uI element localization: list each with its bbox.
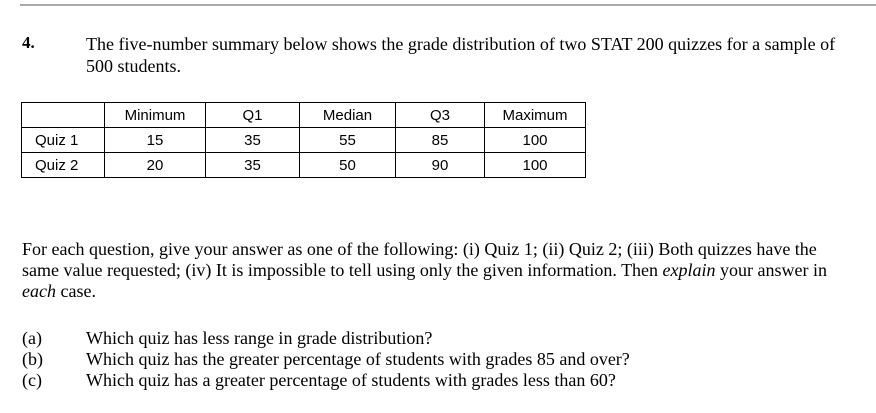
instructions-emphasis-explain: explain xyxy=(662,260,716,280)
instructions-text: your answer in xyxy=(715,260,828,280)
table-header-cell: Minimum xyxy=(105,103,206,128)
five-number-summary-table xyxy=(21,102,586,178)
subquestion-text: Which quiz has less range in grade distribution? xyxy=(86,328,433,348)
table-cell: 55 xyxy=(300,128,396,153)
table-cell: 85 xyxy=(396,128,485,153)
subquestion-text: Which quiz has the greater percentage of students with grades 85 and over? xyxy=(86,349,630,369)
table-header-cell xyxy=(22,103,105,128)
subquestion-label: (a) xyxy=(22,328,42,348)
top-divider xyxy=(20,4,876,6)
table-row xyxy=(22,153,586,178)
row-label: Quiz 2 xyxy=(22,153,105,178)
table-cell: 90 xyxy=(396,153,485,178)
subquestion-label: (c) xyxy=(22,370,42,390)
table-cell: 100 xyxy=(485,128,586,153)
table-row xyxy=(22,128,586,153)
instructions-text: For each question, give your answer as one of the following: (i) Quiz 1; (ii) Quiz 2; (iii) Both quizzes have the same value requested; (iv) It is impossible to tell using only the given information. Then xyxy=(22,239,817,280)
instructions-emphasis-each: each xyxy=(22,281,56,301)
question-intro: The five-number summary below shows the grade distribution of two STAT 200 quizzes for a sample of 500 students. xyxy=(86,34,836,76)
table-header-cell: Median xyxy=(300,103,396,128)
row-label: Quiz 1 xyxy=(22,128,105,153)
table-header-cell: Maximum xyxy=(485,103,586,128)
table-header-cell: Q1 xyxy=(206,103,300,128)
instructions-text: case. xyxy=(55,281,96,301)
subquestion-text: Which quiz has a greater percentage of students with grades less than 60? xyxy=(86,370,616,390)
table-cell: 20 xyxy=(105,153,206,178)
table-cell: 50 xyxy=(300,153,396,178)
table-cell: 35 xyxy=(206,128,300,153)
table-cell: 15 xyxy=(105,128,206,153)
subquestion-label: (b) xyxy=(22,349,43,369)
table-cell: 100 xyxy=(485,153,586,178)
question-number: 4. xyxy=(22,33,35,52)
instructions-paragraph xyxy=(22,239,842,302)
table-cell: 35 xyxy=(206,153,300,178)
table-header-row xyxy=(22,103,586,128)
table-header-cell: Q3 xyxy=(396,103,485,128)
